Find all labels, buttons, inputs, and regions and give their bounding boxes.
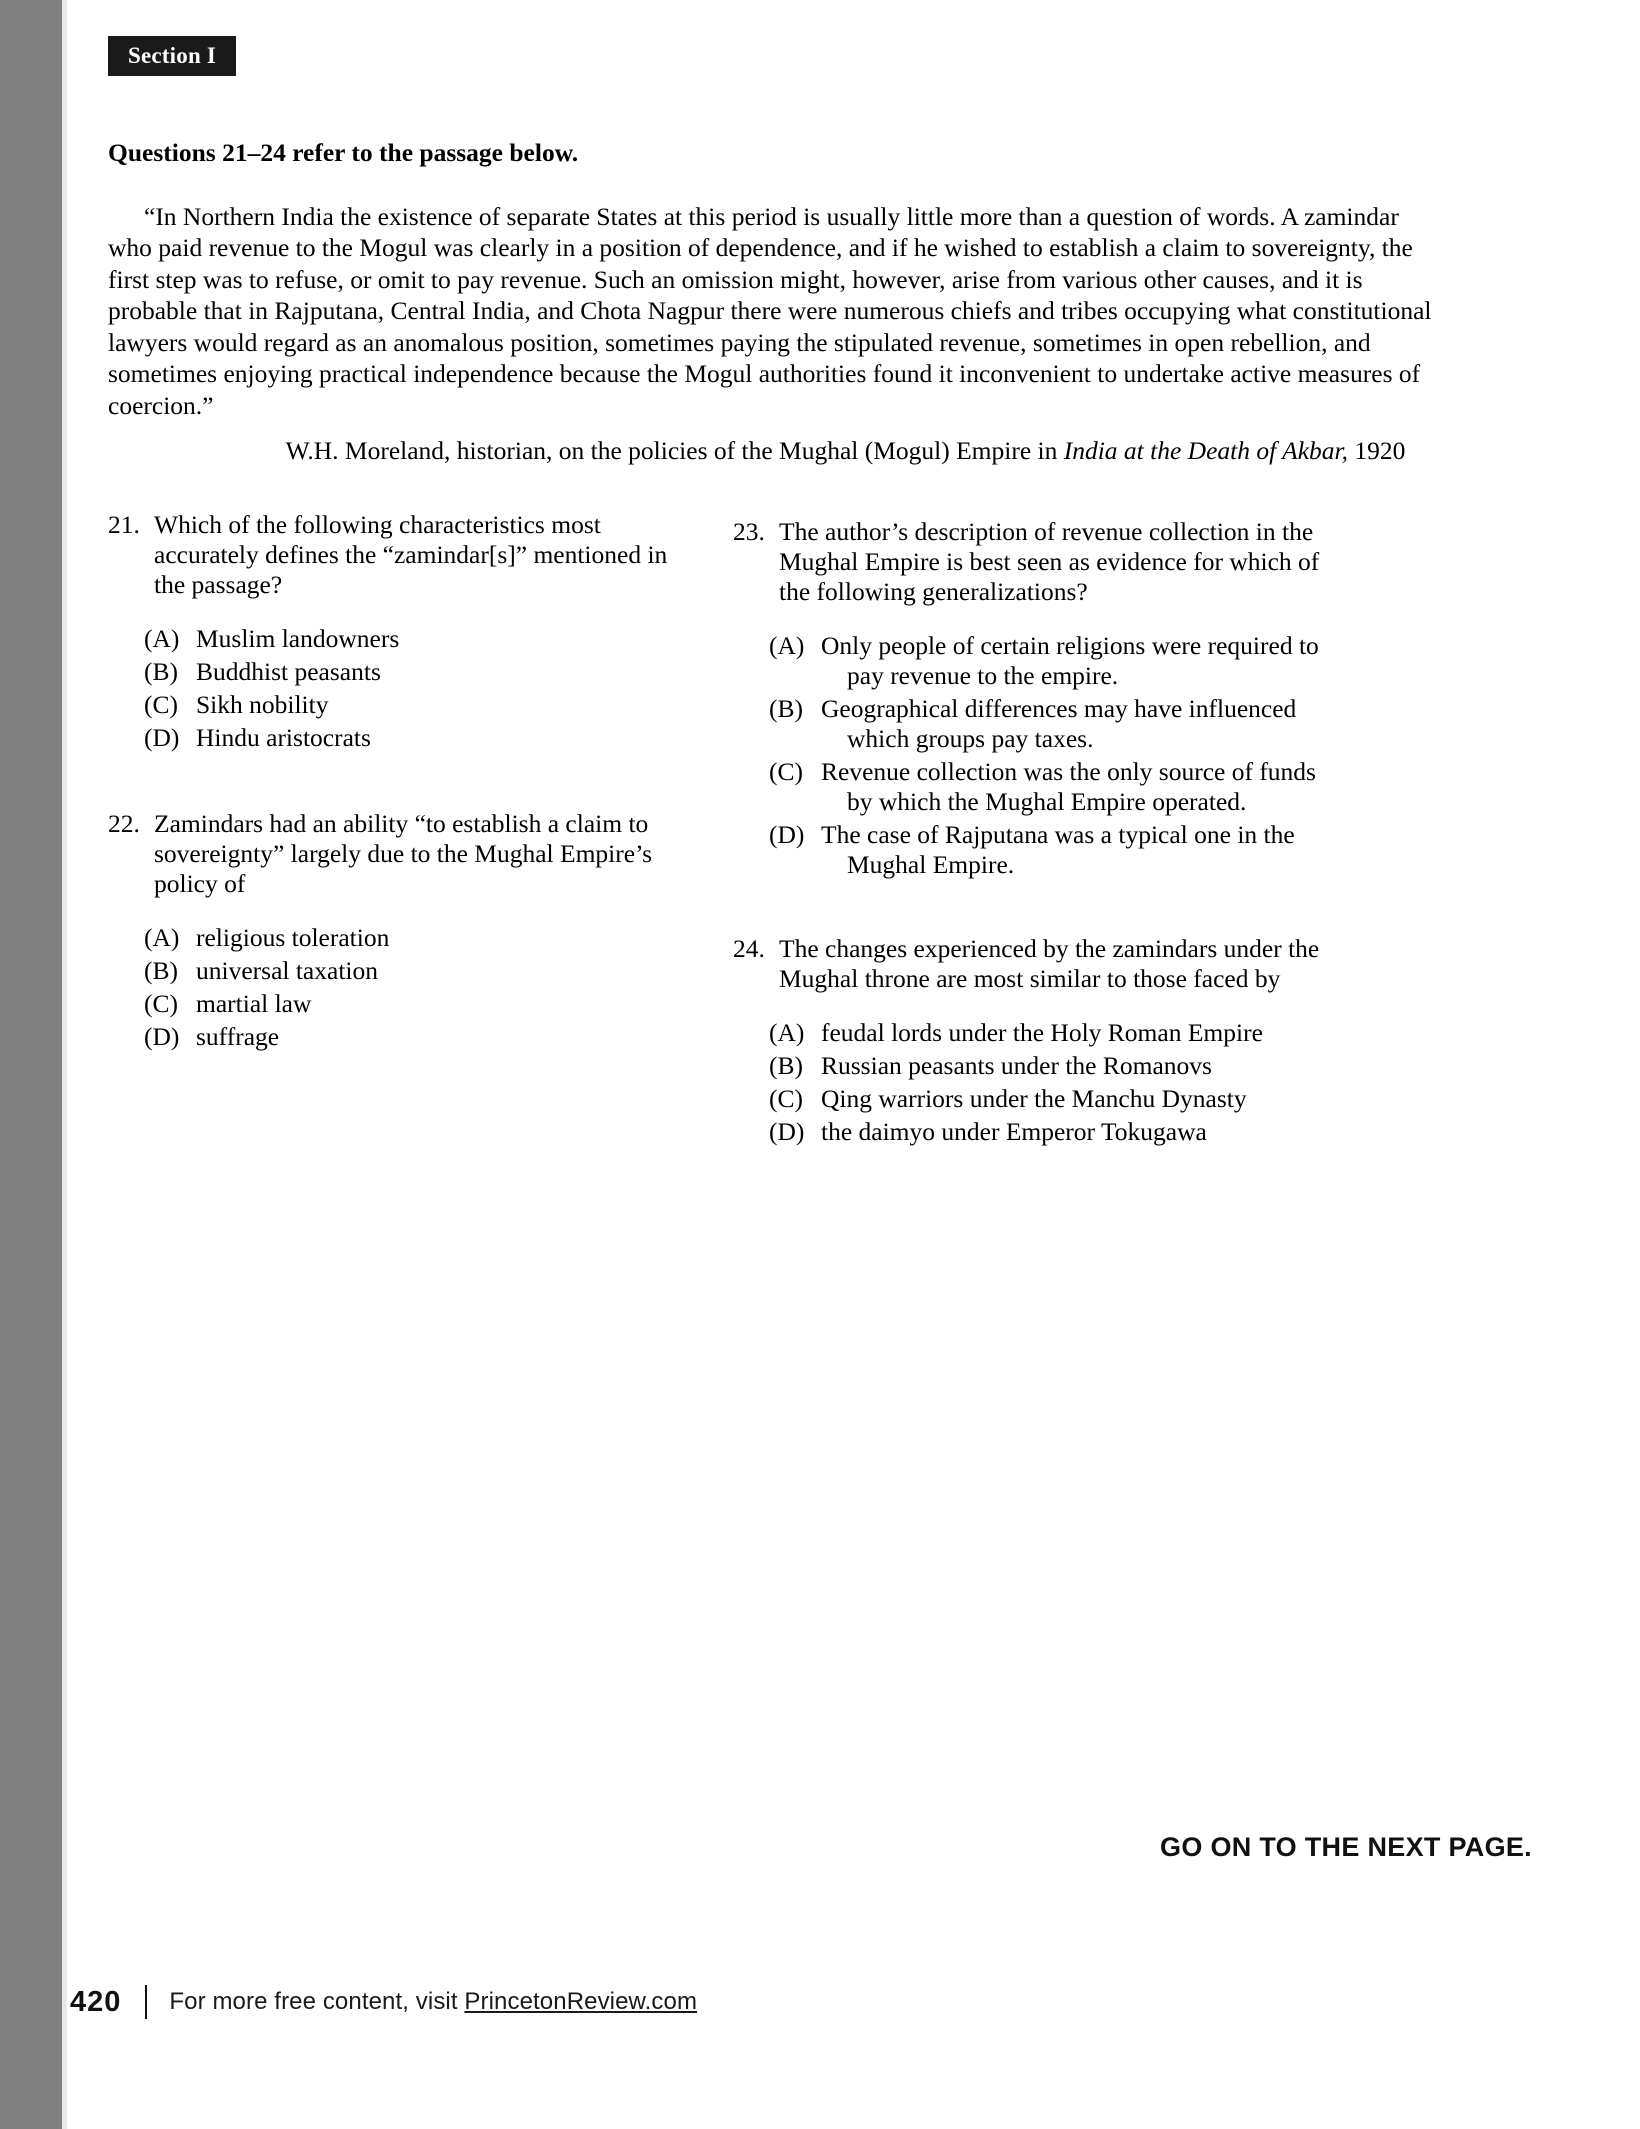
- choice-text: Russian peasants under the Romanovs: [821, 1051, 1212, 1080]
- choice-letter: (C): [769, 1084, 803, 1113]
- question-22-row: [108, 809, 668, 899]
- question-23-stem: The author’s description of revenue collection in the Mughal Empire is best seen as evidence for which of the following generalizations?: [779, 517, 1320, 606]
- question-column-left: [108, 510, 668, 1150]
- choice-21-c[interactable]: [144, 690, 668, 720]
- choice-letter: (A): [769, 631, 805, 660]
- choice-letter: (D): [144, 723, 180, 752]
- question-21-stem: Which of the following characteristics most accurately defines the “zamindar[s]” mentioned in the passage?: [154, 510, 668, 599]
- left-margin-bar: [0, 0, 62, 2129]
- footer-link[interactable]: PrincetonReview.com: [464, 1988, 698, 2015]
- choice-22-d[interactable]: [144, 1022, 668, 1052]
- question-21-row: [108, 510, 668, 600]
- question-24-number: 24.: [733, 934, 765, 963]
- question-24-choices: [733, 1018, 1333, 1147]
- choice-letter: (D): [769, 1117, 805, 1146]
- attribution-lead: W.H. Moreland, historian, on the policies of the Mughal (Mogul) Empire in: [285, 436, 1064, 466]
- choice-letter: (B): [769, 1051, 803, 1080]
- choice-24-b[interactable]: [769, 1051, 1333, 1081]
- choice-letter: (A): [769, 1018, 805, 1047]
- page-content: [67, 0, 1640, 2129]
- footer-divider: [145, 1985, 147, 2019]
- choice-letter: (C): [769, 757, 803, 786]
- go-on-notice: GO ON TO THE NEXT PAGE.: [1160, 1832, 1532, 1862]
- question-23-choices: [733, 631, 1333, 880]
- choice-text: universal taxation: [196, 956, 378, 985]
- choice-text: Sikh nobility: [196, 690, 329, 719]
- question-24-stem: The changes experienced by the zamindars under the Mughal throne are most similar to those faced by: [779, 934, 1320, 993]
- footer-text-lead: For more free content, visit: [169, 1988, 465, 2015]
- choice-21-d[interactable]: [144, 723, 668, 753]
- choice-letter: (D): [144, 1022, 180, 1051]
- choice-text: the daimyo under Emperor Tokugawa: [821, 1117, 1207, 1146]
- choice-letter: (B): [769, 694, 803, 723]
- question-21-choices: [108, 624, 668, 753]
- attribution-year: 1920: [1347, 436, 1406, 466]
- choice-text: Buddhist peasants: [196, 657, 381, 686]
- choice-23-d[interactable]: [769, 820, 1333, 880]
- choice-text: Only people of certain religions were required to pay revenue to the empire.: [821, 631, 1319, 690]
- question-22-stem: Zamindars had an ability “to establish a claim to sovereignty” largely due to the Mughal Empire’s policy of: [154, 809, 653, 898]
- choice-text: martial law: [196, 989, 312, 1018]
- choice-22-c[interactable]: [144, 989, 668, 1019]
- footer-page-number: 420: [70, 1985, 122, 2018]
- question-24: [733, 934, 1333, 1147]
- choice-23-b[interactable]: [769, 694, 1333, 754]
- page-footer: [67, 1985, 1640, 2019]
- choice-letter: (B): [144, 657, 178, 686]
- choice-letter: (C): [144, 989, 178, 1018]
- question-22: [108, 809, 668, 1052]
- question-22-number: 22.: [108, 809, 140, 838]
- choice-text: religious toleration: [196, 923, 390, 952]
- passage-block: [108, 138, 1433, 467]
- question-21: [108, 510, 668, 753]
- choice-text: Qing warriors under the Manchu Dynasty: [821, 1084, 1247, 1113]
- choice-text: The case of Rajputana was a typical one in the Mughal Empire.: [821, 820, 1295, 879]
- choice-letter: (B): [144, 956, 178, 985]
- choice-23-a[interactable]: [769, 631, 1333, 691]
- passage-heading: Questions 21–24 refer to the passage below.: [108, 138, 579, 167]
- question-column-right: [733, 510, 1333, 1150]
- choice-24-d[interactable]: [769, 1117, 1333, 1147]
- question-23: [733, 517, 1333, 880]
- choice-22-a[interactable]: [144, 923, 668, 953]
- question-23-number: 23.: [733, 517, 765, 546]
- choice-text: feudal lords under the Holy Roman Empire: [821, 1018, 1263, 1047]
- choice-24-c[interactable]: [769, 1084, 1333, 1114]
- choice-21-b[interactable]: [144, 657, 668, 687]
- question-24-row: [733, 934, 1333, 994]
- question-23-row: [733, 517, 1333, 607]
- question-columns: [108, 510, 1528, 1150]
- passage-text: [108, 201, 1433, 422]
- question-21-number: 21.: [108, 510, 140, 539]
- question-22-choices: [108, 923, 668, 1052]
- choice-24-a[interactable]: [769, 1018, 1333, 1048]
- attribution-title: India at the Death of Akbar,: [1063, 436, 1348, 466]
- choice-letter: (D): [769, 820, 805, 849]
- footer-text: [169, 1988, 697, 2016]
- choice-21-a[interactable]: [144, 624, 668, 654]
- choice-letter: (C): [144, 690, 178, 719]
- section-tag: Section I: [108, 36, 236, 76]
- choice-letter: (A): [144, 923, 180, 952]
- choice-text: Hindu aristocrats: [196, 723, 371, 752]
- choice-text: suffrage: [196, 1022, 280, 1051]
- choice-text: Geographical differences may have influenced which groups pay taxes.: [821, 694, 1297, 753]
- passage-attribution: [108, 435, 1433, 467]
- choice-text: Revenue collection was the only source of funds by which the Mughal Empire operated.: [821, 757, 1316, 816]
- choice-23-c[interactable]: [769, 757, 1333, 817]
- choice-22-b[interactable]: [144, 956, 668, 986]
- choice-letter: (A): [144, 624, 180, 653]
- choice-text: Muslim landowners: [196, 624, 400, 653]
- passage-text-body: “In Northern India the existence of separate States at this period is usually little more than a question of words. A zamindar who paid revenue to the Mogul was clearly in a position of dependence, and if he wished to establish a claim to sovereignty, the first step was to refuse, or omit to pay revenue. Such an omission might, however, arise from various other causes, and it is probable that in Rajputana, Central India, and Chota Nagpur there were numerous chiefs and tribes occupying what constitutional lawyers would regard as an anomalous position, sometimes paying the stipulated revenue, sometimes in open rebellion, and sometimes enjoying practical independence because the Mogul authorities found it inconvenient to undertake active measures of coercion.”: [108, 201, 1432, 420]
